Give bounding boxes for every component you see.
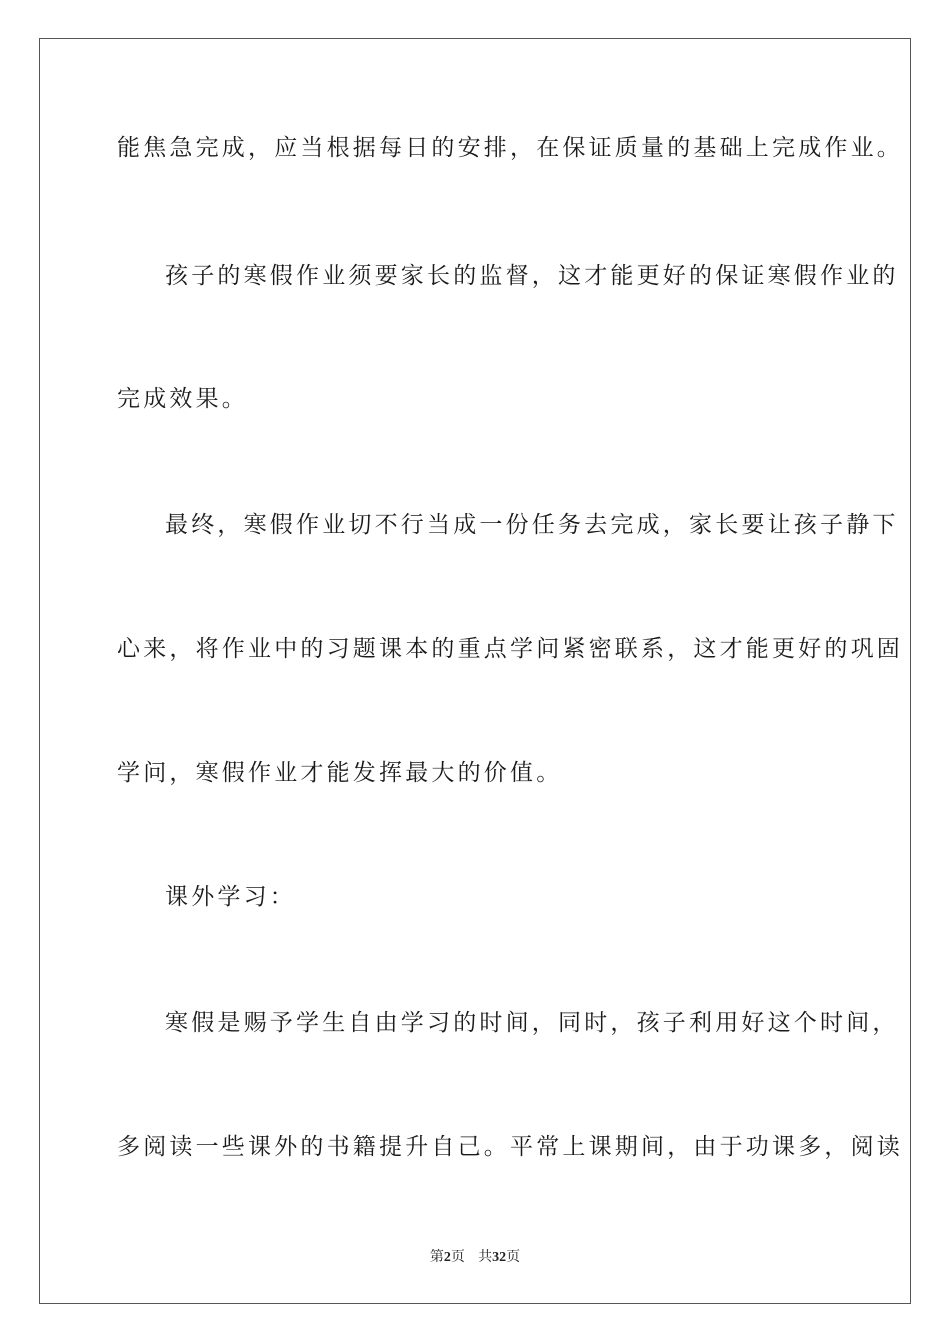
page-footer xyxy=(0,1248,950,1267)
footer-total-pages: 32 xyxy=(492,1250,507,1265)
footer-prefix: 第 xyxy=(429,1249,444,1265)
footer-page-suffix: 页 xyxy=(450,1249,465,1265)
body-line-1: 能焦急完成，应当根据每日的安排，在保证质量的基础上完成作业。 xyxy=(117,135,903,161)
body-line-3: 完成效果。 xyxy=(117,386,248,412)
body-line-4: 最终，寒假作业切不行当成一份任务去完成，家长要让孩子静下 xyxy=(165,512,899,538)
footer-total-prefix: 共 xyxy=(478,1249,493,1265)
body-line-6: 学问，寒假作业才能发挥最大的价值。 xyxy=(117,760,563,786)
body-line-8: 多阅读一些课外的书籍提升自己。平常上课期间，由于功课多，阅读 xyxy=(117,1134,903,1160)
body-line-7: 寒假是赐予学生自由学习的时间，同时，孩子利用好这个时间， xyxy=(165,1010,899,1036)
body-line-5: 心来，将作业中的习题课本的重点学问紧密联系，这才能更好的巩固 xyxy=(117,636,903,662)
footer-page-number: 2 xyxy=(443,1250,451,1265)
body-line-2: 孩子的寒假作业须要家长的监督，这才能更好的保证寒假作业的 xyxy=(165,263,899,289)
section-heading: 课外学习： xyxy=(165,884,296,910)
page-border xyxy=(39,38,911,1304)
footer-total-suffix: 页 xyxy=(506,1249,521,1265)
